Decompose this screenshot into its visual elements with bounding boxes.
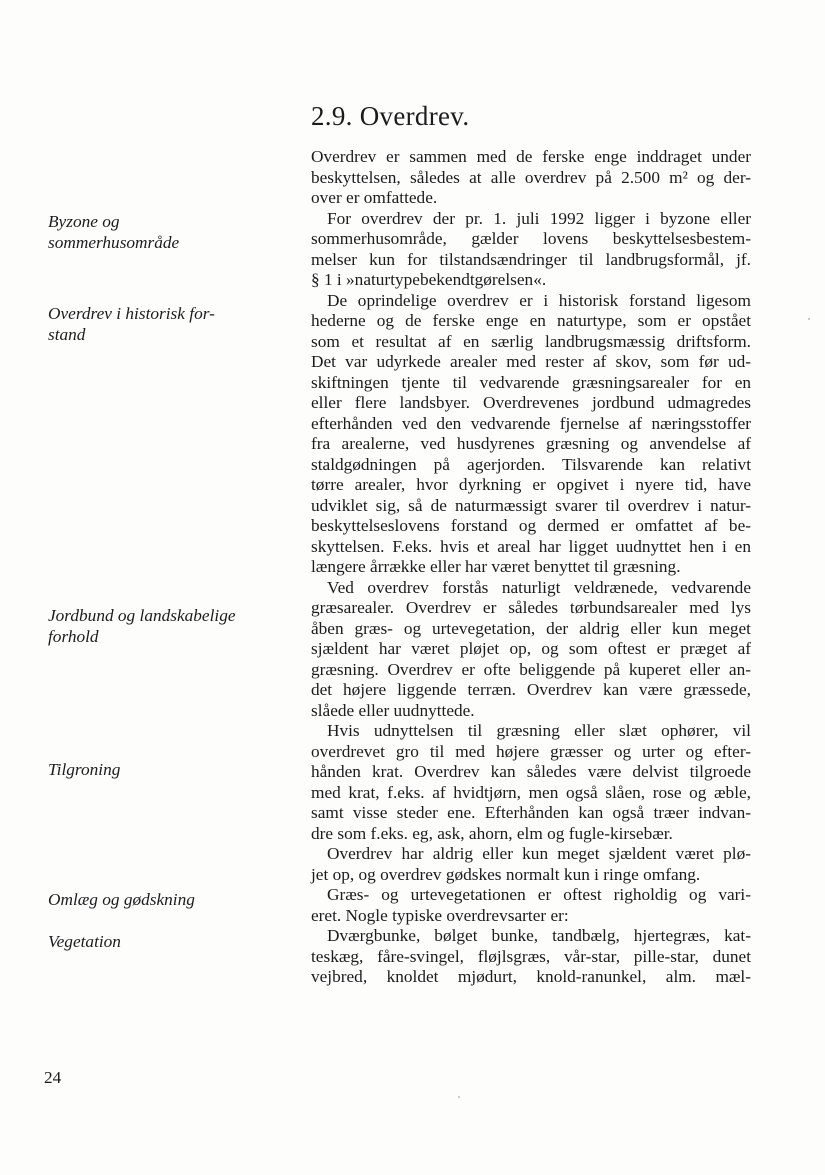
body-line: jet op, og overdrev gødskes normalt kun i ringe omfang.	[311, 864, 701, 884]
body-line: udviklet sig, så de naturmæssigt svarer til overdrev i natur-	[311, 495, 751, 515]
body-line: slåede eller uudnyttede.	[311, 700, 475, 720]
body-line: beskyttelsen, således at alle overdrev på 2.500 m² og der-	[311, 167, 751, 187]
body-line: sjældent har været pløjet op, og som oftest er præget af	[311, 639, 751, 658]
body-line: hånden krat. Overdrev kan således være delvist tilgroede	[311, 762, 751, 781]
margin-note-line: Vegetation	[48, 932, 121, 951]
body-line: Hvis udnyttelsen til græsning eller slæt ophører, vil	[327, 721, 751, 740]
body-line: Overdrev har aldrig eller kun meget sjældent været plø-	[327, 844, 751, 863]
body-line: Græs- og urtevegetationen er oftest righoldig og vari-	[327, 885, 751, 904]
body-line: beskyttelseslovens forstand og dermed er omfattet af be-	[311, 516, 751, 535]
body-line: længere årrække eller har været benyttet til græsning.	[311, 557, 681, 576]
body-line: græsning. Overdrev er ofte beliggende på kuperet eller an-	[311, 659, 751, 679]
scan-speck	[808, 318, 810, 320]
margin-note-vegetation	[48, 932, 283, 953]
margin-note-line: sommerhusområde	[48, 232, 180, 252]
body-line: med krat, f.eks. af hvidtjørn, men også slåen, rose og æble,	[311, 782, 751, 802]
body-line: De oprindelige overdrev er i historisk forstand ligesom	[327, 290, 751, 310]
body-line: over er omfattede.	[311, 188, 438, 207]
body-line: sommerhusområde, gælder lovens beskyttelsesbestem-	[311, 229, 751, 248]
margin-note-line: stand	[48, 324, 86, 344]
body-line: staldgødningen på agerjorden. Tilsvarende kan relativt	[311, 454, 751, 474]
body-line: skiftningen tjente til vedvarende græsningsarealer for en	[311, 372, 751, 392]
body-line: § 1 i »naturtypebekendtgørelsen«.	[311, 270, 547, 289]
body-line: teskæg, fåre-svingel, fløjlsgræs, vår-star, pille-star, dunet	[311, 946, 751, 966]
margin-note-byzone	[48, 212, 283, 253]
body-line: Overdrev er sammen med de ferske enge inddraget under	[311, 147, 751, 166]
body-line: åben græs- og urtevegetation, der aldrig eller kun meget	[311, 618, 751, 638]
margin-note-line: Byzone og	[48, 212, 120, 231]
scan-speck	[458, 1096, 460, 1098]
body-line: efterhånden ved den vedvarende fjernelse af næringsstoffer	[311, 413, 751, 433]
page-number: 24	[44, 1068, 62, 1087]
body-line: Ved overdrev forstås naturligt veldrænede, vedvarende	[327, 577, 751, 597]
margin-note-historisk	[48, 304, 283, 345]
body-line: overdrevet gro til med højere græsser og urter og efter-	[311, 741, 751, 761]
margin-note-jordbund	[48, 606, 283, 647]
body-text	[311, 147, 751, 988]
body-line: Det var udyrkede arealer med rester af skov, som før ud-	[311, 352, 751, 371]
margin-note-tilgroning	[48, 760, 283, 781]
section-heading: 2.9. Overdrev.	[311, 101, 470, 131]
body-line: græsarealer. Overdrev er således tørbundsarealer med lys	[311, 598, 751, 617]
body-line: skyttelsen. F.eks. hvis et areal har ligget uudnyttet hen i en	[311, 536, 751, 556]
body-line: det højere liggende terræn. Overdrev kan være græssede,	[311, 680, 751, 699]
body-line: som et resultat af en særlig landbrugsmæssig driftsform.	[311, 331, 751, 351]
body-line: Dværgbunke, bølget bunke, tandbælg, hjertegræs, kat-	[327, 926, 751, 945]
margin-note-line: Omlæg og gødskning	[48, 890, 195, 909]
body-line: eller flere landsbyer. Overdrevenes jordbund udmagredes	[311, 393, 751, 412]
body-line: dre som f.eks. eg, ask, ahorn, elm og fugle-kirsebær.	[311, 823, 673, 843]
body-line: tørre arealer, hvor dyrkning er opgivet i nyere tid, have	[311, 475, 751, 494]
margin-note-line: Tilgroning	[48, 760, 121, 779]
body-line: fra arealerne, ved husdyrenes græsning og anvendelse af	[311, 434, 751, 453]
body-line: eret. Nogle typiske overdrevsarter er:	[311, 905, 569, 925]
margin-note-omlaeg	[48, 890, 283, 911]
margin-note-line: Jordbund og landskabelige	[48, 606, 236, 625]
body-line: melser kun for tilstandsændringer til landbrugsformål, jf.	[311, 249, 751, 269]
body-line: For overdrev der pr. 1. juli 1992 ligger i byzone eller	[327, 208, 751, 228]
margin-note-line: forhold	[48, 626, 99, 646]
body-line: hederne og de ferske enge en naturtype, som er opstået	[311, 311, 751, 330]
body-line: samt visse steder ene. Efterhånden kan også træer indvan-	[311, 803, 751, 822]
body-line: vejbred, knoldet mjødurt, knold-ranunkel, alm. mæl-	[311, 967, 751, 986]
margin-note-line: Overdrev i historisk for-	[48, 304, 215, 323]
